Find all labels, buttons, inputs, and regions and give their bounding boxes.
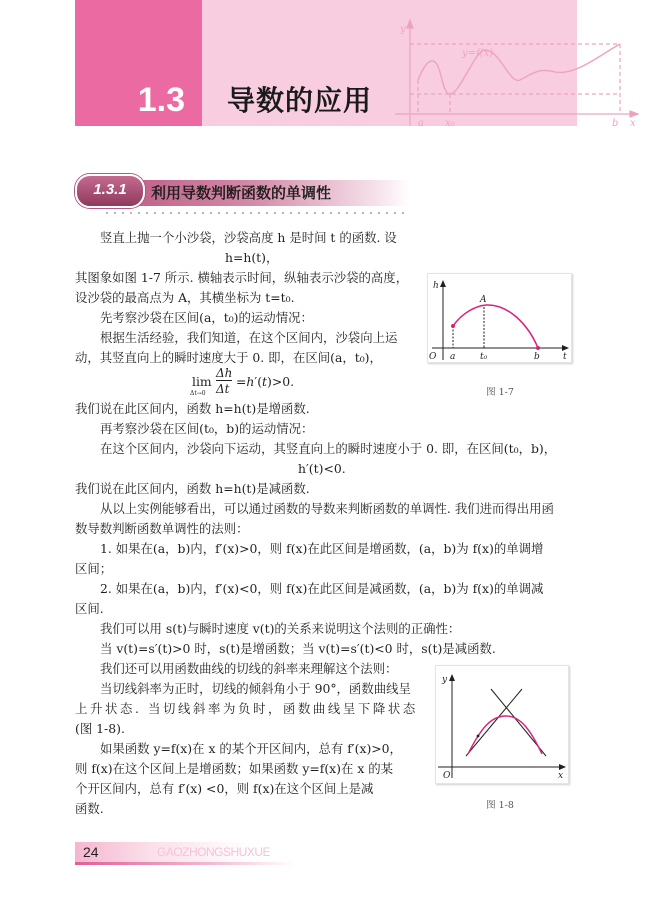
- lim-subscript: Δt→0: [190, 390, 206, 397]
- running-footer-text: GAOZHONGSHUXUE: [157, 845, 271, 859]
- page-number: 24: [83, 844, 99, 860]
- svg-text:a: a: [450, 352, 456, 362]
- svg-text:t₀: t₀: [480, 352, 488, 362]
- paragraph-line: 其图象如图 1-7 所示. 横轴表示时间，纵轴表示沙袋的高度，: [75, 270, 409, 285]
- lim-rhs: =h′(t)>0.: [236, 374, 295, 389]
- dotted-divider: [103, 212, 408, 214]
- chapter-number: 1.3: [137, 81, 185, 119]
- paragraph-line: 我们说在此区间内，函数 h=h(t)是增函数.: [75, 401, 310, 416]
- rule-1: 1. 如果在(a，b)内，f′(x)>0，则 f(x)在此区间是增函数，(a，b)为 f(x)的单调增: [100, 541, 544, 556]
- paragraph-line: 在这个区间内，沙袋向下运动，其竖直向上的瞬时速度小于 0. 即，在区间(t₀，b)，: [100, 441, 557, 456]
- figure-1-7-caption: 图 1-7: [486, 387, 514, 398]
- paragraph-line: 当切线斜率为正时，切线的倾斜角小于 90°，函数曲线呈: [100, 681, 411, 696]
- paragraph-line: 从以上实例能够看出，可以通过函数的导数来判断函数的单调性. 我们进而得出用函: [100, 501, 554, 516]
- paragraph-line: 函数.: [75, 801, 104, 816]
- svg-text:A: A: [480, 295, 487, 305]
- section-title: 利用导数判断函数的单调性: [151, 184, 332, 202]
- svg-text:t: t: [563, 352, 567, 362]
- paragraph-line: 再考察沙袋在区间(t₀，b)的运动情况：: [100, 421, 314, 436]
- paragraph-line: 竖直上抛一个小沙袋，沙袋高度 h 是时间 t 的函数. 设: [100, 230, 397, 245]
- paragraph-line: 个开区间内，总有 f′(x) <0，则 f(x)在这个区间上是减: [75, 781, 374, 796]
- chapter-number-block: [75, 0, 202, 126]
- fraction-denominator: Δt: [216, 382, 230, 396]
- svg-text:x: x: [558, 771, 564, 781]
- equation-h-def: h=h(t)，: [225, 250, 279, 265]
- section-heading: [75, 170, 415, 220]
- paragraph-line: 根据生活经验，我们知道，在这个区间内，沙袋向上运: [100, 330, 398, 345]
- svg-text:b: b: [612, 118, 619, 126]
- parabola-trajectory-graph-icon: [428, 274, 571, 362]
- paragraph-line: 设沙袋的最高点为 A，其横坐标为 t=t₀.: [75, 290, 295, 305]
- paragraph-line: 数导数判断函数单调性的法则：: [75, 521, 249, 536]
- footer-rule: [75, 862, 295, 865]
- figure-1-7: [427, 273, 572, 363]
- paragraph-line: 先考察沙袋在区间(a，t₀)的运动情况：: [100, 310, 313, 325]
- equation-h-prime: h′(t)<0.: [298, 461, 346, 476]
- svg-text:x: x: [630, 118, 636, 126]
- rule-2-cont: 区间.: [75, 601, 104, 616]
- chapter-header: [75, 0, 636, 126]
- svg-text:b: b: [534, 352, 540, 362]
- header-decorative-graph-icon: [390, 10, 640, 126]
- limit-formula: [192, 366, 332, 400]
- fraction-numerator: Δh: [216, 366, 233, 380]
- svg-text:x₀: x₀: [445, 118, 455, 126]
- tangent-lines-graph-icon: [436, 666, 568, 783]
- lim-symbol: lim: [192, 374, 212, 389]
- paragraph-line: 我们可以用 s(t)与瞬时速度 v(t)的关系来说明这个法则的正确性：: [100, 621, 461, 636]
- section-number: 1.3.1: [93, 181, 127, 198]
- paragraph-line: 动，其竖直向上的瞬时速度大于 0. 即，在区间(a，t₀)，: [75, 350, 382, 365]
- paragraph-line: 则 f(x)在这个区间上是增函数；如果函数 y=f(x)在 x 的某: [75, 761, 394, 776]
- paragraph-line: (图 1-8).: [75, 721, 125, 736]
- paragraph-line: 我们还可以用函数曲线的切线的斜率来理解这个法则：: [100, 661, 398, 676]
- svg-text:h: h: [433, 281, 439, 291]
- svg-text:a: a: [418, 118, 424, 126]
- paragraph-line: 如果函数 y=f(x)在 x 的某个开区间内，总有 f′(x)>0，: [100, 741, 402, 756]
- svg-text:y: y: [400, 24, 406, 35]
- svg-text:y: y: [442, 675, 448, 685]
- rule-2: 2. 如果在(a，b)内，f′(x)<0，则 f(x)在此区间是减函数，(a，b)为 f(x)的单调减: [100, 581, 544, 596]
- figure-1-8-caption: 图 1-8: [486, 800, 514, 811]
- svg-text:y=f(x): y=f(x): [462, 48, 494, 59]
- rule-1-cont: 区间；: [75, 561, 113, 576]
- svg-text:O: O: [429, 352, 437, 362]
- page-footer: [75, 842, 335, 866]
- chapter-title: 导数的应用: [227, 84, 373, 117]
- svg-text:O: O: [443, 771, 451, 781]
- paragraph-line: 上升状态. 当切线斜率为负时，函数曲线呈下降状态: [75, 701, 418, 716]
- paragraph-line: 我们说在此区间内，函数 h=h(t)是减函数.: [75, 481, 310, 496]
- figure-1-8: [435, 665, 569, 784]
- paragraph-line: 当 v(t)=s′(t)>0 时，s(t)是增函数；当 v(t)=s′(t)<0 时，s(t)是减函数.: [100, 641, 496, 656]
